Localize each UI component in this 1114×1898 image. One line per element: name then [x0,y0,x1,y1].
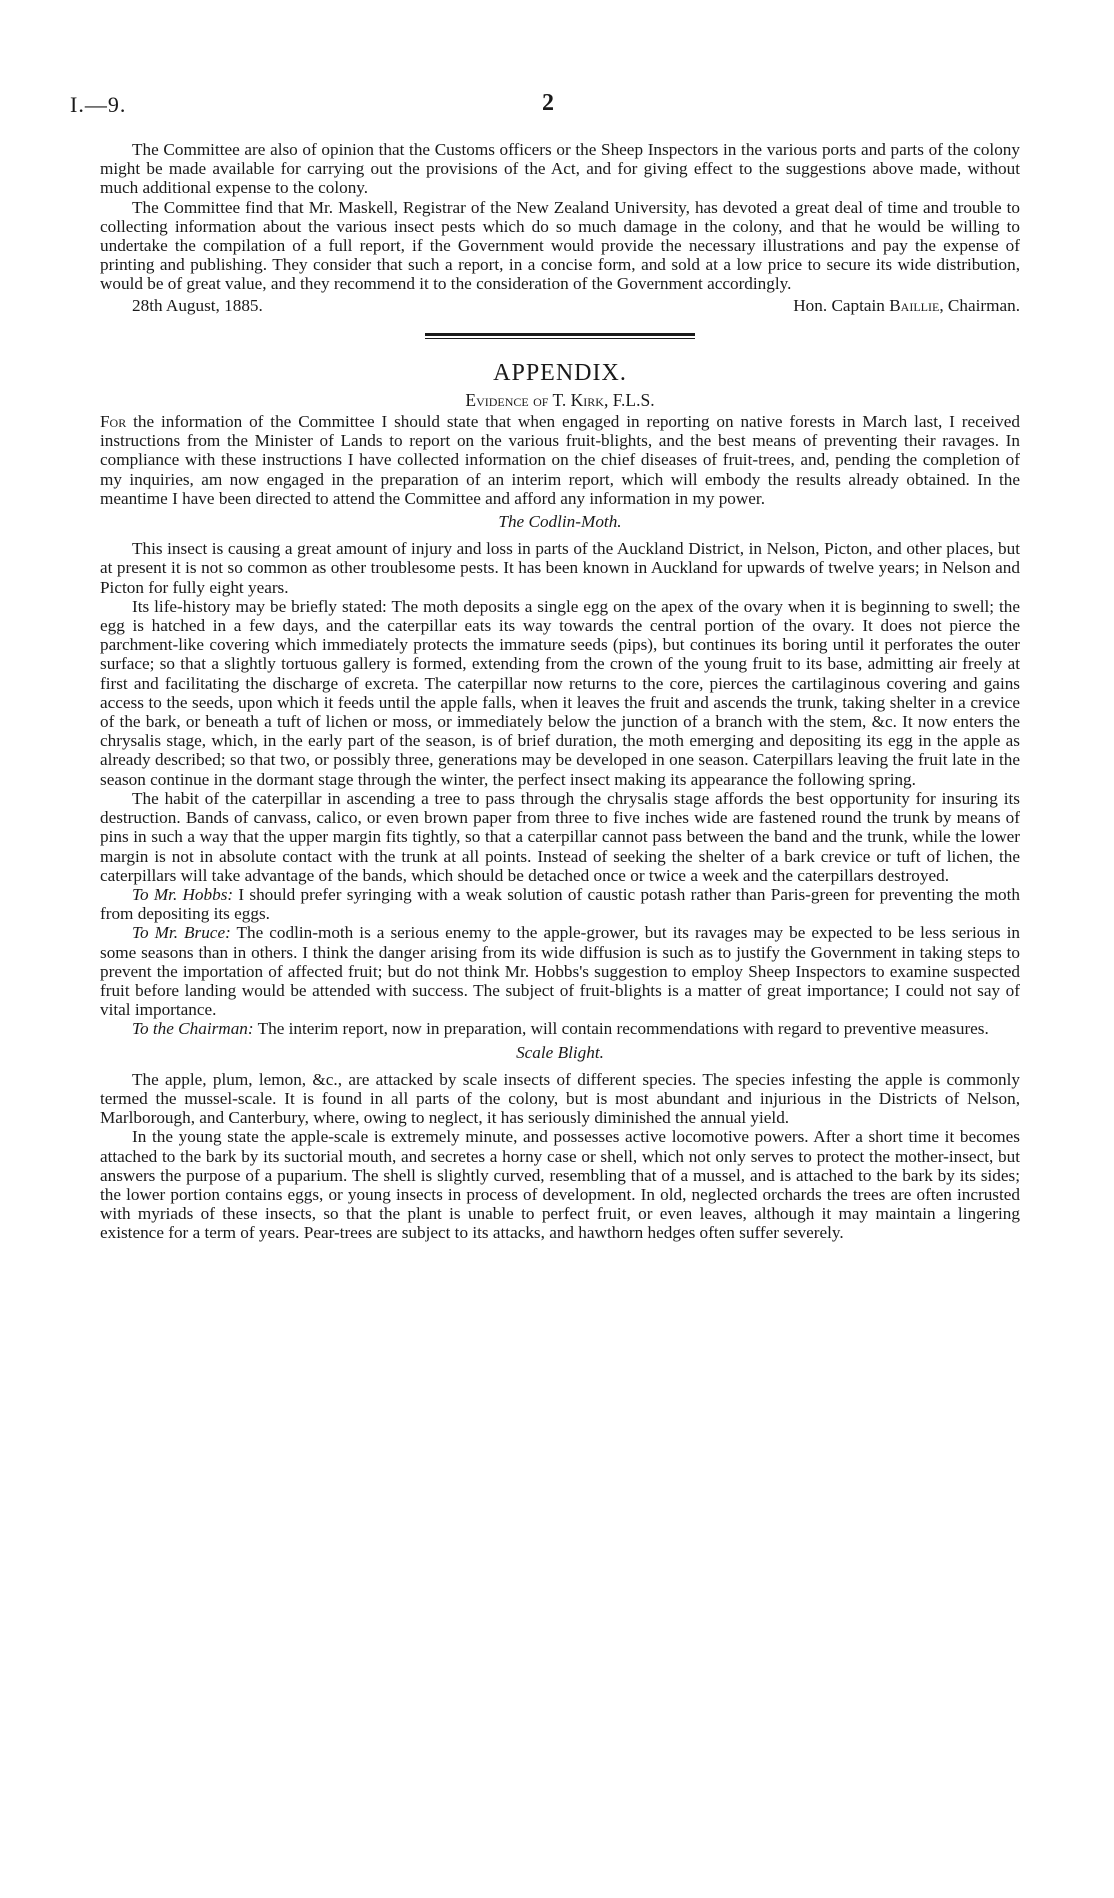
scale-paragraph-1: The apple, plum, lemon, &c., are attacked by scale insects of different species. The species infesting the apple is commonly termed the mussel-scale. It is found in all parts of the colony, but is most abundant and injurious in the Districts of Nelson, Marlborough, and Canterbury, where, owing to neglect, it has seriously diminished the annual yield. [100,1069,1020,1128]
section-divider [100,333,1020,339]
answer-label: To the Chairman: [132,1019,254,1039]
evidence-heading: Evidence of T. Kirk, F.L.S. [465,389,655,410]
answer-to-mr-bruce: To Mr. Bruce: The codlin-moth is a serious enemy to the apple-grower, but its ravages may be expected to be less serious in some seasons than in others. I think the danger arising from its wide diffusion is such as to justify the Government in taking steps to prevent the importation of affected fruit; but do not think Mr. Hobbs's suggestion to employ Sheep Inspectors to examine suspected fruit before landing would be attended with success. The subject of fruit-blights is a matter of great importance; I could not say of vital importance. [100,923,1021,1020]
divider-rule [425,333,695,339]
signatory: Hon. Captain Baillie, Chairman. [793,295,1020,315]
document-reference: I.—9. [70,92,127,117]
intro-paragraph-2: The Committee find that Mr. Maskell, Registrar of the New Zealand University, has devoted a great deal of time and trouble to collecting information about the various insect pests which do so much damage in the colony, and that he would be willing to undertake the compilation of a full report, if the Government would provide the necessary illustrations and pay the expense of printing and publishing. They consider that such a report, in a concise form, and sold at a low price to secure its wide distribution, would be of great value, and they recommend it to the consideration of the Government accordingly. [100,197,1020,294]
page-number: 2 [542,90,554,116]
intro-paragraph-1: The Committee are also of opinion that the Customs officers or the Sheep Inspectors in the various ports and parts of the colony might be made available for carrying out the provisions of the Act, and for giving effect to the suggestions above made, without much additional expense to the colony. [100,140,1020,198]
answer-label: To Mr. Bruce: [132,923,231,943]
scale-paragraph-2: In the young state the apple-scale is extremely minute, and possesses active locomotive powers. After a short time it becomes attached to the bark by its suctorial mouth, and secretes a horny case or shell, which not only serves to protect the mother-insect, but answers the purpose of a puparium. The shell is slightly curved, resembling that of a mussel, and is attached to the bark by its sides; the lower portion contains eggs, or young insects in process of development. In old, neglected orchards the trees are often incrusted with myriads of these insects, so that the plant is unable to perfect fruit, or even leaves, although it may maintain a lingering existence for a term of years. Pear-trees are subject to its attacks, and hawthorn hedges often suffer severely. [100,1127,1020,1243]
codlin-moth-heading: The Codlin-Moth. [498,512,622,532]
codlin-paragraph-2: Its life-history may be briefly stated: The moth deposits a single egg on the apex of the ovary when it is beginning to swell; the egg is hatched in a few days, and the caterpillar eats its way towards the central portion of the ovary. It does not pierce the parchment-like covering which immediately protects the immature seeds (pips), but continues its boring until it perforates the outer surface; so that a slightly tortuous gallery is formed, extending from the crown of the young fruit to its base, admitting air freely at first and facilitating the discharge of excreta. The caterpillar now returns to the core, pierces the cartilaginous covering and gains access to the seeds, upon which it feeds until the apple falls, when it leaves the fruit and ascends the trunk, taking shelter in a crevice of the bark, or beneath a tuft of lichen or moss, or immediately below the junction of a branch with the stem, &c. It now enters the chrysalis stage, which, in the early part of the season, is of brief duration, the moth emerging and depositing its egg in the apple as already described; so that two, or possibly three, generations may be developed in one season. Caterpillars leaving the fruit late in the season continue in the dormant stage through the winter, the perfect insect making its appearance the following spring. [100,596,1020,789]
evidence-opening-paragraph: For the information of the Committee I should state that when engaged in reporting on native forests in March last, I received instructions from the Minister of Lands to report on the various fruit-blights, and the best means of preventing their ravages. In compliance with these instructions I have collected information on the chief diseases of fruit-trees, and, pending the completion of my inquiries, am now engaged in the preparation of an interim report, which will embody the results already obtained. In the meantime I have been directed to attend the Committee and afford any information in my power. [100,412,1020,508]
codlin-paragraph-1: This insect is causing a great amount of injury and loss in parts of the Auckland District, in Nelson, Picton, and other places, but at present it is not so common as other troublesome pests. It has been known in Auckland for upwards of twelve years; in Nelson and Picton for fully eight years. [100,539,1020,597]
document-body [100,140,1020,1243]
appendix-title: APPENDIX. [493,359,627,386]
report-date: 28th August, 1885. [132,295,263,315]
page-header [70,92,1030,122]
codlin-paragraph-3: The habit of the caterpillar in ascending a tree to pass through the chrysalis stage affords the best opportunity for insuring its destruction. Bands of canvass, calico, or even brown paper from three to five inches wide are fastened round the trunk by means of pins in such a way that the upper margin fits tightly, so that a caterpillar cannot pass between the band and the trunk, while the lower margin is not in absolute contact with the trunk at all points. Instead of seeking the shelter of a bark crevice or tuft of lichen, the caterpillars will take advantage of the bands, which should be detached once or twice a week and the caterpillars destroyed. [100,788,1020,885]
opening-lead-word: For [100,412,127,432]
scale-blight-heading: Scale Blight. [516,1042,604,1062]
answer-to-chairman: To the Chairman: The interim report, now in preparation, will contain recommendations with regard to preventive measures. [132,1019,989,1039]
answer-label: To Mr. Hobbs: [132,884,234,904]
answer-to-mr-hobbs: To Mr. Hobbs: I should prefer syringing with a weak solution of caustic potash rather than Paris-green for preventing the moth from depositing its eggs. [100,884,1020,924]
signature-line [100,296,1020,315]
signatory-name: Baillie [889,295,940,315]
